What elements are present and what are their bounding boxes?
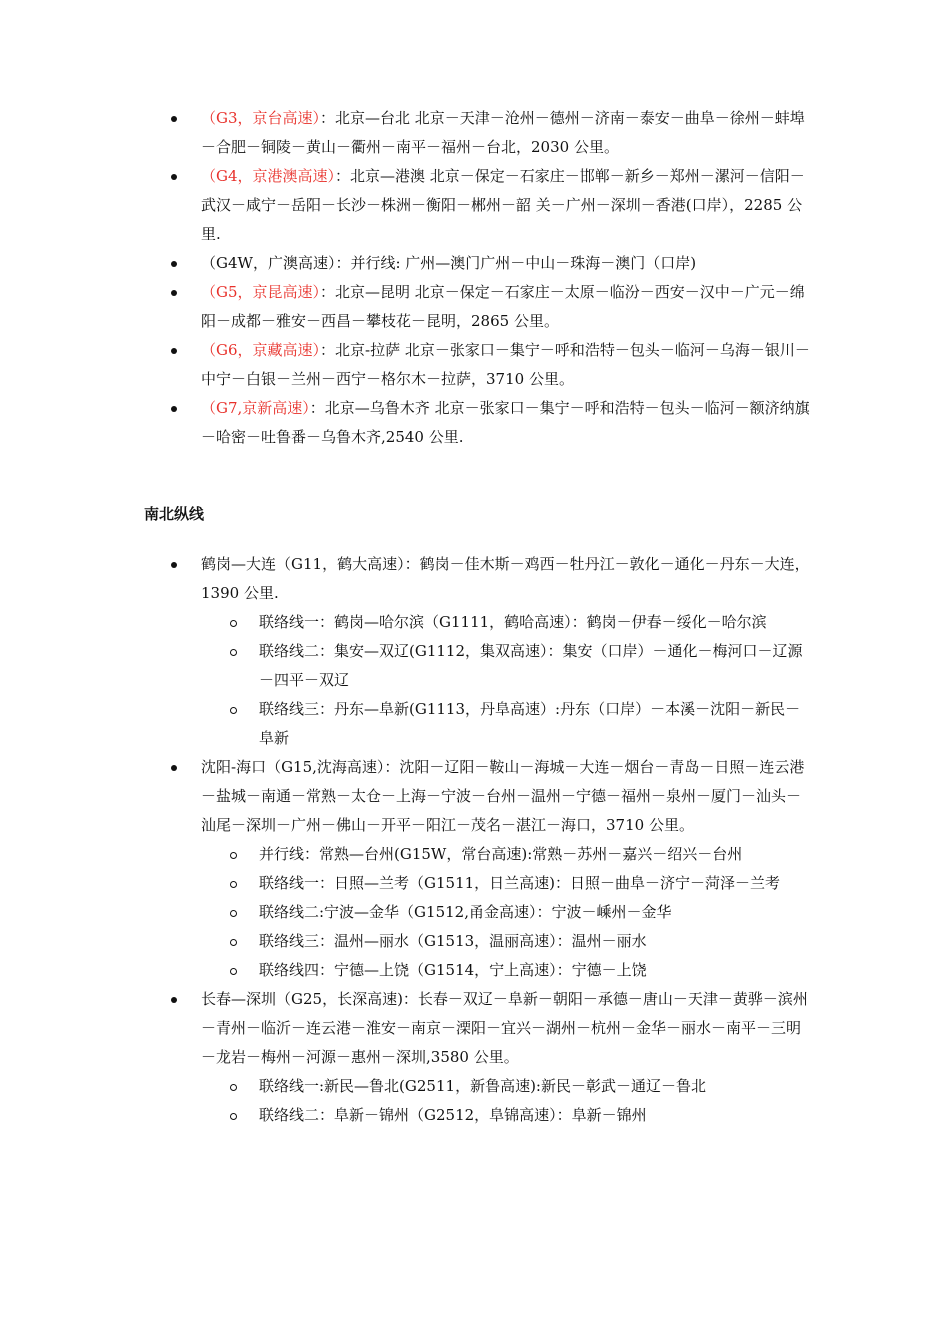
sub-item bbox=[0, 869, 815, 898]
sub-item bbox=[0, 1101, 815, 1130]
route-description: ：北京—乌鲁木齐 北京－张家口－集宁－呼和浩特－包头－临河－额济纳旗－哈密－吐鲁番－乌鲁木齐,2540 公里. bbox=[201, 399, 810, 446]
route-code: （G7,京新高速） bbox=[201, 399, 310, 417]
route-description: ：北京—昆明 北京－保定－石家庄－太原－临汾－西安－汉中－广元－绵阳－成都－雅安－西昌－攀枝花－昆明，2865 公里。 bbox=[201, 283, 805, 330]
sub-route-text: 联络线四：宁德—上饶（G1514，宁上高速）：宁德－上饶 bbox=[259, 961, 647, 979]
route-code: （G6，京藏高速） bbox=[201, 341, 321, 359]
list-item-g11 bbox=[0, 550, 813, 608]
sub-item bbox=[0, 637, 815, 695]
section-heading: 南北纵线 bbox=[144, 505, 205, 523]
route-code: （G5，京昆高速） bbox=[201, 283, 321, 301]
list-item-g7 bbox=[0, 394, 813, 452]
bullet-icon bbox=[171, 997, 177, 1003]
sub-item bbox=[0, 927, 815, 956]
circle-bullet-icon bbox=[230, 1113, 237, 1120]
circle-bullet-icon bbox=[230, 649, 237, 656]
list-item-g15 bbox=[0, 753, 813, 840]
bullet-icon bbox=[171, 290, 177, 296]
route-description: 鹤岗—大连（G11，鹤大高速）：鹤岗－佳木斯－鸡西－牡丹江－敦化－通化－丹东－大连，1390 公里. bbox=[201, 555, 810, 602]
bullet-icon bbox=[171, 562, 177, 568]
route-description: ：北京—港澳 北京－保定－石家庄－邯郸－新乡－郑州－漯河－信阳－武汉－咸宁－岳阳－长沙－株洲－衡阳－郴州－韶 关－广州－深圳－香港(口岸），2285 公里. bbox=[201, 167, 805, 243]
list-item-g4w bbox=[0, 249, 813, 278]
bullet-icon bbox=[171, 116, 177, 122]
circle-bullet-icon bbox=[230, 939, 237, 946]
circle-bullet-icon bbox=[230, 707, 237, 714]
national-highway-list bbox=[0, 104, 813, 452]
sub-item bbox=[0, 1072, 815, 1101]
sub-item bbox=[0, 956, 815, 985]
sub-route-text: 联络线一：日照—兰考（G1511，日兰高速)：日照－曲阜－济宁－菏泽－兰考 bbox=[259, 874, 781, 892]
north-south-route-list bbox=[0, 550, 815, 1130]
sub-route-text: 联络线一：鹤岗—哈尔滨（G1111，鹤哈高速）：鹤岗－伊春－绥化－哈尔滨 bbox=[259, 613, 767, 631]
circle-bullet-icon bbox=[230, 1084, 237, 1091]
sub-route-text: 联络线二：集安—双辽(G1112，集双高速）：集安（口岸）－通化－梅河口－辽源－四平－双辽 bbox=[259, 642, 803, 689]
bullet-icon bbox=[171, 261, 177, 267]
sub-route-text: 联络线二:宁波—金华（G1512,甬金高速）：宁波－嵊州－金华 bbox=[259, 903, 672, 921]
sub-route-text: 联络线二：阜新－锦州（G2512，阜锦高速）：阜新－锦州 bbox=[259, 1106, 647, 1124]
sub-route-text: 并行线：常熟—台州(G15W，常台高速):常熟－苏州－嘉兴－绍兴－台州 bbox=[259, 845, 743, 863]
route-description: ：北京—台北 北京－天津－沧州－德州－济南－泰安－曲阜－徐州－蚌埠－合肥－铜陵－黄山－衢州－南平－福州－台北，2030 公里。 bbox=[201, 109, 805, 156]
bullet-icon bbox=[171, 406, 177, 412]
sub-route-text: 联络线三：丹东—阜新(G1113，丹阜高速）:丹东（口岸）－本溪－沈阳－新民－阜新 bbox=[259, 700, 801, 747]
route-description: （G4W，广澳高速）：并行线: 广州—澳门广州－中山－珠海－澳门（口岸) bbox=[201, 254, 697, 272]
circle-bullet-icon bbox=[230, 910, 237, 917]
circle-bullet-icon bbox=[230, 881, 237, 888]
route-description: 长春—深圳（G25，长深高速)：长春－双辽－阜新－朝阳－承德－唐山－天津－黄骅－滨州－青州－临沂－连云港－淮安－南京－溧阳－宜兴－湖州－杭州－金华－丽水－南平－三明－龙岩－梅州－河源－惠州－深圳,3580 公里。 bbox=[201, 990, 808, 1066]
circle-bullet-icon bbox=[230, 620, 237, 627]
sub-item bbox=[0, 898, 815, 927]
route-code: （G4，京港澳高速） bbox=[201, 167, 336, 185]
circle-bullet-icon bbox=[230, 852, 237, 859]
sub-route-text: 联络线一:新民—鲁北(G2511，新鲁高速):新民－彰武－通辽－鲁北 bbox=[259, 1077, 706, 1095]
sub-item bbox=[0, 840, 815, 869]
sub-item bbox=[0, 695, 815, 753]
bullet-icon bbox=[171, 765, 177, 771]
bullet-icon bbox=[171, 174, 177, 180]
route-code: （G3，京台高速） bbox=[201, 109, 321, 127]
list-item-g3 bbox=[0, 104, 813, 162]
list-item-g25 bbox=[0, 985, 813, 1072]
list-item-g5 bbox=[0, 278, 813, 336]
bullet-icon bbox=[171, 348, 177, 354]
list-item-g6 bbox=[0, 336, 813, 394]
list-item-g4 bbox=[0, 162, 813, 249]
sub-item bbox=[0, 608, 815, 637]
route-description: ：北京-拉萨 北京－张家口－集宁－呼和浩特－包头－临河－乌海－银川－中宁－白银－兰州－西宁－格尔木－拉萨，3710 公里。 bbox=[201, 341, 810, 388]
circle-bullet-icon bbox=[230, 968, 237, 975]
route-description: 沈阳-海口（G15,沈海高速）：沈阳－辽阳－鞍山－海城－大连－烟台－青岛－日照－连云港－盐城－南通－常熟－太仓－上海－宁波－台州－温州－宁德－福州－泉州－厦门－汕头－汕尾－深圳－广州－佛山－开平－阳江－茂名－湛江－海口，3710 公里。 bbox=[201, 758, 805, 834]
sub-route-text: 联络线三：温州—丽水（G1513，温丽高速）：温州－丽水 bbox=[259, 932, 647, 950]
